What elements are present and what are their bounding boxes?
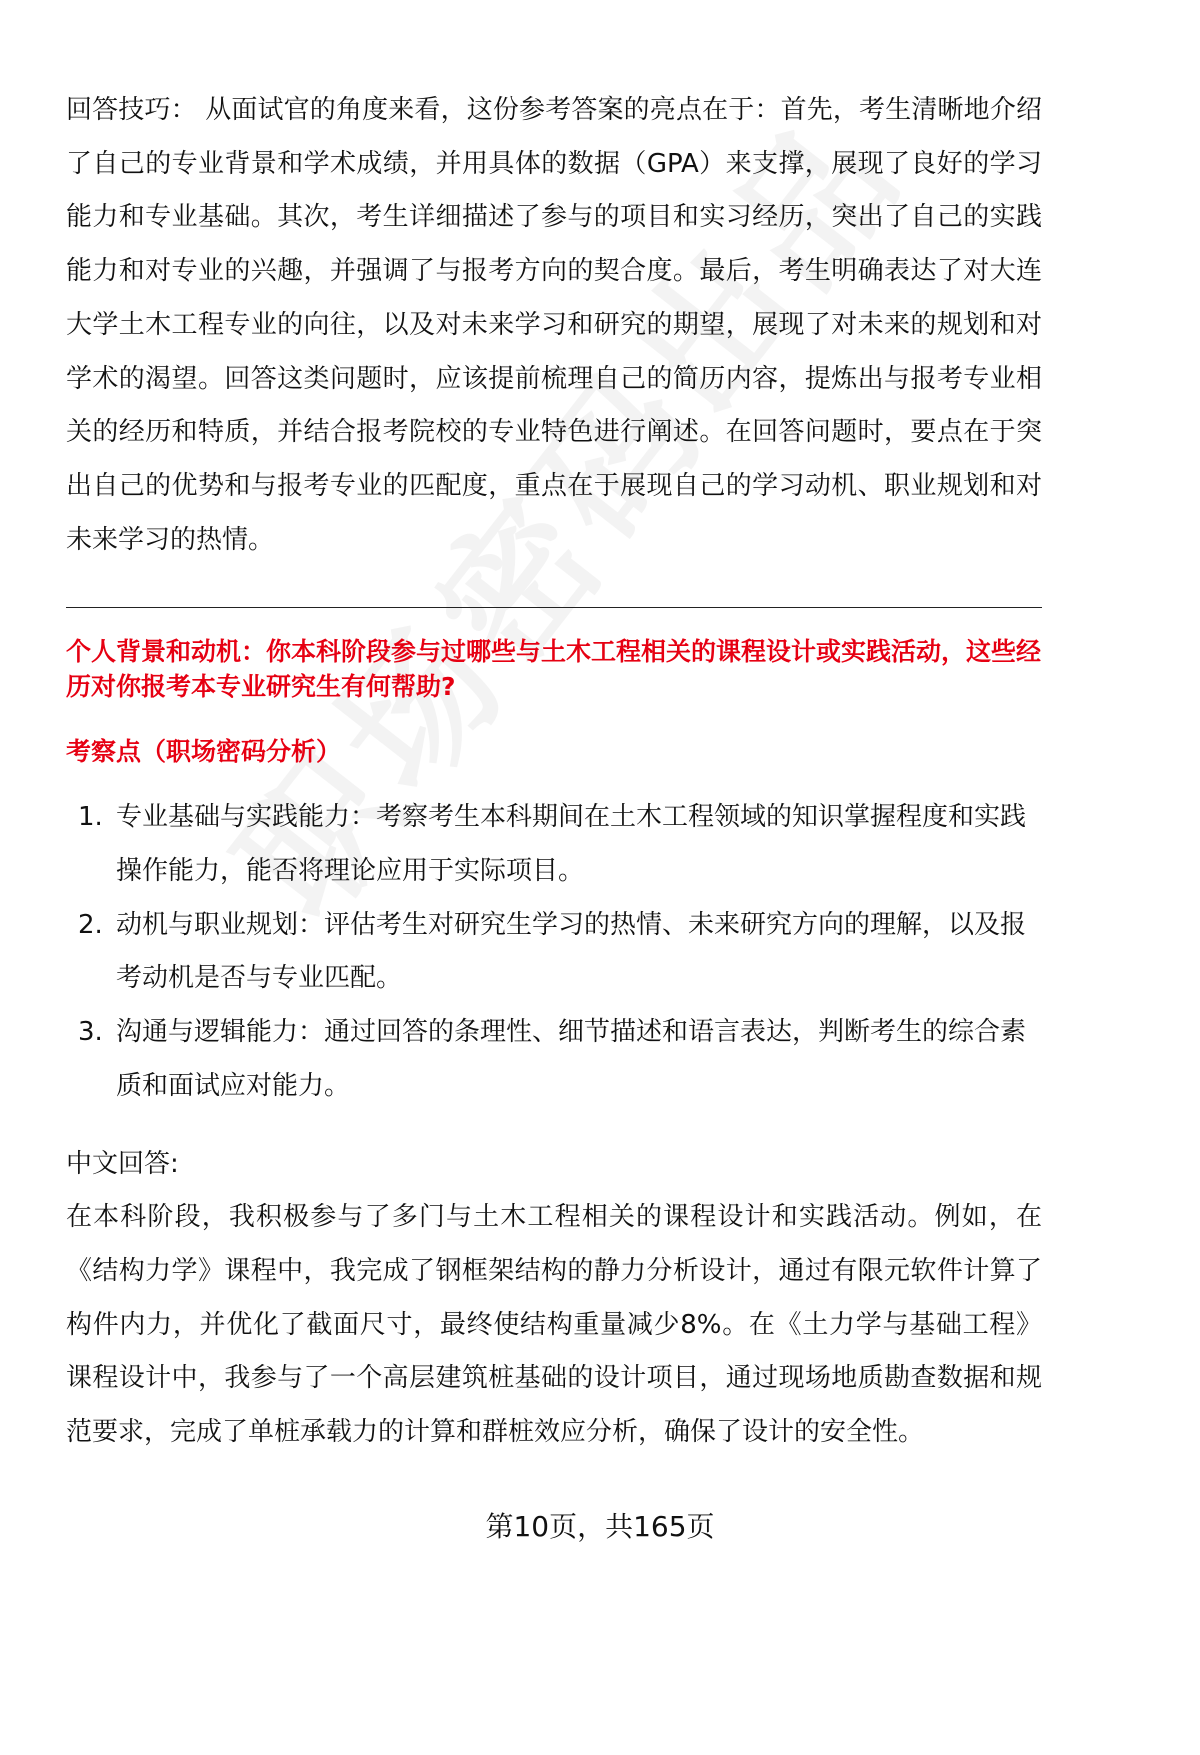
analysis-list <box>66 791 1042 1113</box>
list-number: 3. <box>78 1017 103 1048</box>
question-heading: 个人背景和动机：你本科阶段参与过哪些与土木工程相关的课程设计或实践活动，这些经历对你报考本专业研究生有何帮助? <box>66 637 1042 702</box>
list-text: 动机与职业规划：评估考生对研究生学习的热情、未来研究方向的理解，以及报考动机是否与专业匹配。 <box>116 909 1027 994</box>
answer-tips-paragraph: 回答技巧： 从面试官的角度来看，这份参考答案的亮点在于：首先，考生清晰地介绍了自己的专业背景和学术成绩，并用具体的数据（GPA）来支撑，展现了良好的学习能力和专业基础。其次，考生详细描述了参与的项目和实习经历，突出了自己的实践能力和对专业的兴趣，并强调了与报考方向的契合度。最后，考生明确表达了对大连大学土木工程专业的向往，以及对未来学习和研究的期望，展现了对未来的规划和对学术的渴望。回答这类问题时，应该提前梳理自己的简历内容，提炼出与报考专业相关的经历和特质，并结合报考院校的专业特色进行阐述。在回答问题时，要点在于突出自己的优势和与报考专业的匹配度，重点在于展现自己的学习动机、职业规划和对未来学习的热情。 <box>66 95 1042 555</box>
answer-paragraph: 在本科阶段，我积极参与了多门与土木工程相关的课程设计和实践活动。例如，在《结构力学》课程中，我完成了钢框架结构的静力分析设计，通过有限元软件计算了构件内力，并优化了截面尺寸，最终使结构重量减少8%。在《土力学与基础工程》课程设计中，我参与了一个高层建筑桩基础的设计项目，通过现场地质勘查数据和规范要求，完成了单桩承载力的计算和群桩效应分析，确保了设计的安全性。 <box>66 1202 1042 1448</box>
list-number: 1. <box>78 802 103 833</box>
page-number: 第10页，共165页 <box>485 1510 715 1543</box>
page-content <box>66 84 1042 1460</box>
list-text: 沟通与逻辑能力：通过回答的条理性、细节描述和语言表达，判断考生的综合素质和面试应对能力。 <box>116 1017 1027 1101</box>
analysis-heading: 考察点（职场密码分析） <box>66 737 342 767</box>
list-number: 2. <box>78 909 103 940</box>
list-text: 专业基础与实践能力：考察考生本科期间在土木工程领域的知识掌握程度和实践操作能力，能否将理论应用于实际项目。 <box>116 802 1027 887</box>
answer-label: 中文回答: <box>66 1148 179 1179</box>
list-item <box>66 899 1042 1006</box>
list-item <box>66 1006 1042 1113</box>
list-item <box>66 791 1042 898</box>
section-divider <box>66 607 1042 608</box>
